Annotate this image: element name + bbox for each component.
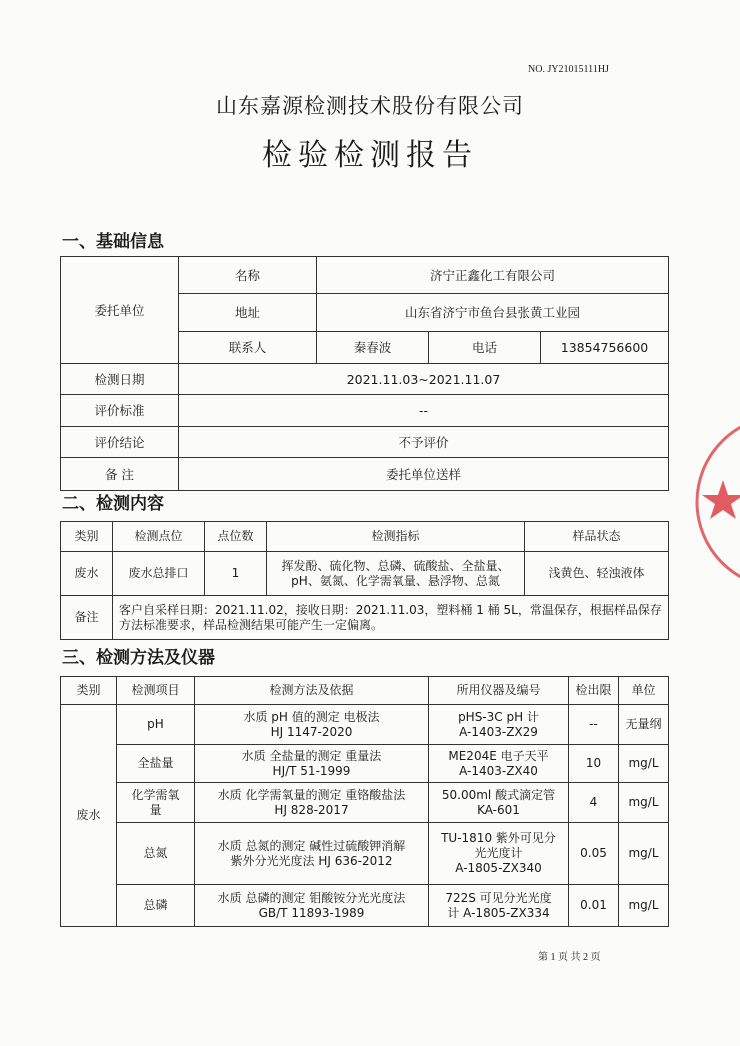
method-limit: 4 [569,783,619,823]
method-unit: mg/L [619,745,669,783]
method-instrument: pHS-3C pH 计 A-1403-ZX29 [429,705,569,745]
standard-label: 评价标准 [61,395,179,427]
method-unit: mg/L [619,823,669,885]
company-name: 山东嘉源检测技术股份有限公司 [216,94,524,118]
name-label: 名称 [179,257,317,294]
header-limit: 检出限 [569,677,619,705]
method-item: pH [117,705,195,745]
method-limit: -- [569,705,619,745]
name-value: 济宁正鑫化工有限公司 [317,257,669,294]
header-category: 类别 [61,677,117,705]
content-state: 浅黄色、轻浊液体 [525,552,669,596]
method-item: 总氮 [117,823,195,885]
header-method: 检测方法及依据 [195,677,429,705]
method-instrument: TU-1810 紫外可见分 光光度计 A-1805-ZX340 [429,823,569,885]
method-unit: mg/L [619,783,669,823]
date-value: 2021.11.03~2021.11.07 [179,364,669,395]
contact-label: 联系人 [179,332,317,364]
method-basis: 水质 总磷的测定 钼酸铵分光光度法 GB/T 11893-1989 [195,885,429,927]
method-item: 全盐量 [117,745,195,783]
method-instrument: ME204E 电子天平 A-1403-ZX40 [429,745,569,783]
phone-value: 13854756600 [541,332,669,364]
conclusion-value: 不予评价 [179,427,669,458]
header-category: 类别 [61,522,113,552]
address-value: 山东省济宁市鱼台县张黄工业园 [317,294,669,332]
method-basis: 水质 总氮的测定 碱性过硫酸钾消解 紫外分光光度法 HJ 636-2012 [195,823,429,885]
header-item: 检测项目 [117,677,195,705]
method-basis: 水质 化学需氧量的测定 重铬酸盐法 HJ 828-2017 [195,783,429,823]
header-state: 样品状态 [525,522,669,552]
method-instrument: 722S 可见分光光度 计 A-1805-ZX334 [429,885,569,927]
section-heading-basic-info: 一、基础信息 [62,232,164,252]
conclusion-label: 评价结论 [61,427,179,458]
section-heading-methods: 三、检测方法及仪器 [62,648,215,668]
method-unit: 无量纲 [619,705,669,745]
seal-star [702,480,740,519]
header-instrument: 所用仪器及编号 [429,677,569,705]
basic-info-table [60,256,669,491]
method-basis: 水质 pH 值的测定 电极法 HJ 1147-2020 [195,705,429,745]
seal-stamp-icon [683,402,740,602]
note-value: 客户自采样日期：2021.11.02，接收日期：2021.11.03，塑料桶 1 桶 5L，常温保存，根据样品保存方法标准要求，样品检测结果可能产生一定偏离。 [113,596,669,640]
content-category: 废水 [61,552,113,596]
remark-value: 委托单位送样 [179,458,669,491]
method-limit: 0.01 [569,885,619,927]
section-heading-test-content: 二、检测内容 [62,494,164,514]
contact-value: 秦春波 [317,332,429,364]
client-label: 委托单位 [61,257,179,364]
phone-label: 电话 [429,332,541,364]
method-category: 废水 [61,705,117,927]
header-count: 点位数 [205,522,267,552]
content-location: 废水总排口 [113,552,205,596]
remark-label: 备 注 [61,458,179,491]
report-number: NO. JY21015111HJ [528,64,609,75]
content-count: 1 [205,552,267,596]
method-limit: 10 [569,745,619,783]
method-limit: 0.05 [569,823,619,885]
page-title: 检验检测报告 [262,138,478,173]
method-item: 化学需氧 量 [117,783,195,823]
standard-value: -- [179,395,669,427]
date-label: 检测日期 [61,364,179,395]
content-indicators: 挥发酚、硫化物、总磷、硫酸盐、全盐量、 pH、氨氮、化学需氧量、悬浮物、总氮 [267,552,525,596]
note-label: 备注 [61,596,113,640]
method-instrument: 50.00ml 酸式滴定管 KA-601 [429,783,569,823]
header-location: 检测点位 [113,522,205,552]
method-unit: mg/L [619,885,669,927]
page-number: 第 1 页 共 2 页 [538,952,601,963]
method-item: 总磷 [117,885,195,927]
methods-table [60,676,669,927]
test-content-table [60,521,669,640]
header-indicators: 检测指标 [267,522,525,552]
address-label: 地址 [179,294,317,332]
method-basis: 水质 全盐量的测定 重量法 HJ/T 51-1999 [195,745,429,783]
header-unit: 单位 [619,677,669,705]
